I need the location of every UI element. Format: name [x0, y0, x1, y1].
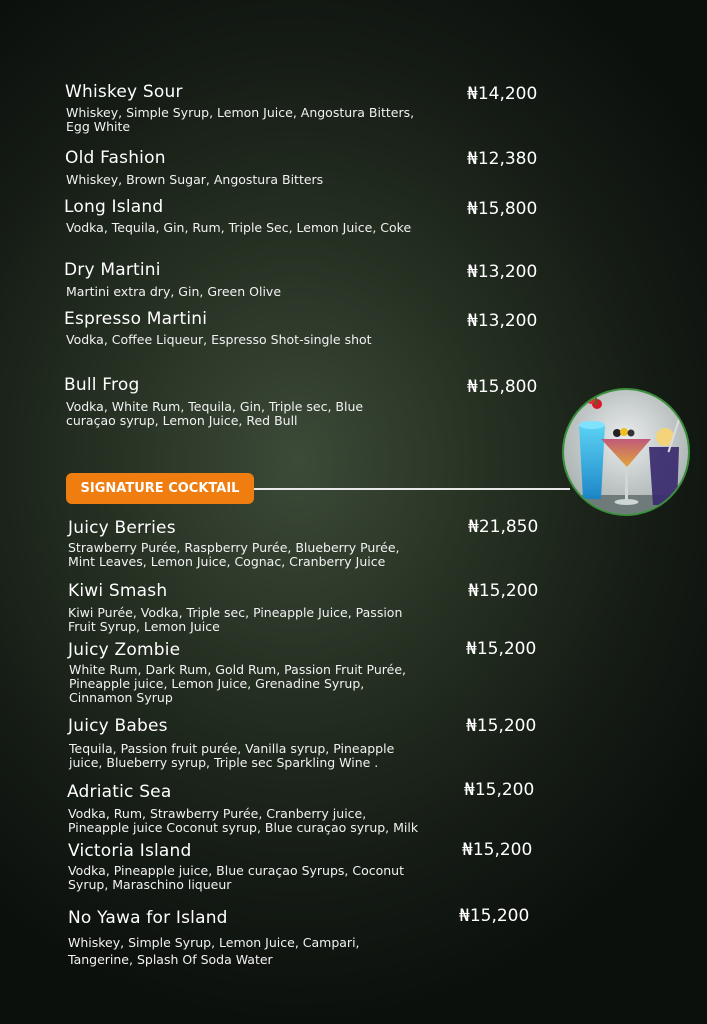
item-price: ₦15,800 [467, 199, 538, 219]
item-name: No Yawa for Island [68, 908, 228, 928]
item-description: White Rum, Dark Rum, Gold Rum, Passion Fruit Purée, Pineapple juice, Lemon Juice, Grenadine Syrup, Cinnamon Syrup [69, 662, 407, 705]
item-name: Long Island [64, 197, 164, 217]
item-description: Vodka, Pineapple juice, Blue curaçao Syrups, Coconut Syrup, Maraschino liqueur [68, 863, 404, 892]
item-price: ₦15,200 [462, 840, 533, 860]
item-price: ₦12,380 [467, 149, 538, 169]
item-description: Vodka, White Rum, Tequila, Gin, Triple sec, Blue curaçao syrup, Lemon Juice, Red Bull [66, 399, 364, 428]
item-price: ₦13,200 [467, 262, 538, 282]
item-name: Bull Frog [64, 375, 140, 395]
item-name: Whiskey Sour [65, 82, 183, 102]
section-banner: SIGNATURE COCKTAIL [66, 473, 254, 504]
item-price: ₦15,800 [467, 377, 538, 397]
item-description: Tequila, Passion fruit purée, Vanilla syrup, Pineapple juice, Blueberry syrup, Triple sec Sparkling Wine . [69, 741, 395, 770]
item-description: Strawberry Purée, Raspberry Purée, Blueberry Purée, Mint Leaves, Lemon Juice, Cognac, Cranberry Juice [68, 540, 400, 569]
item-price: ₦13,200 [467, 311, 538, 331]
item-name: Juicy Zombie [68, 640, 181, 660]
item-name: Old Fashion [65, 148, 166, 168]
item-price: ₦15,200 [464, 780, 535, 800]
banner-rule [254, 488, 570, 490]
item-price: ₦15,200 [468, 581, 539, 601]
item-name: Juicy Berries [68, 518, 176, 538]
item-description: Martini extra dry, Gin, Green Olive [66, 284, 282, 299]
item-name: Juicy Babes [68, 716, 168, 736]
item-price: ₦15,200 [459, 906, 530, 926]
item-description: Whiskey, Simple Syrup, Lemon Juice, Campari, Tangerine, Splash Of Soda Water [68, 935, 360, 967]
item-description: Whiskey, Brown Sugar, Angostura Bitters [66, 172, 324, 187]
item-name: Victoria Island [68, 841, 192, 861]
item-price: ₦14,200 [467, 84, 538, 104]
item-description: Whiskey, Simple Syrup, Lemon Juice, Angostura Bitters, Egg White [66, 105, 415, 134]
item-price: ₦15,200 [466, 639, 537, 659]
item-description: Vodka, Coffee Liqueur, Espresso Shot-single shot [66, 332, 372, 347]
cocktail-glasses-photo [561, 387, 691, 517]
item-name: Kiwi Smash [68, 581, 168, 601]
item-name: Dry Martini [64, 260, 161, 280]
item-description: Vodka, Rum, Strawberry Purée, Cranberry juice, Pineapple juice Coconut syrup, Blue curaçao syrup, Milk [68, 806, 419, 835]
item-name: Adriatic Sea [67, 782, 172, 802]
item-price: ₦21,850 [468, 517, 539, 537]
item-description: Vodka, Tequila, Gin, Rum, Triple Sec, Lemon Juice, Coke [66, 220, 412, 235]
item-description: Kiwi Purée, Vodka, Triple sec, Pineapple Juice, Passion Fruit Syrup, Lemon Juice [68, 605, 403, 634]
item-name: Espresso Martini [64, 309, 208, 329]
item-price: ₦15,200 [466, 716, 537, 736]
